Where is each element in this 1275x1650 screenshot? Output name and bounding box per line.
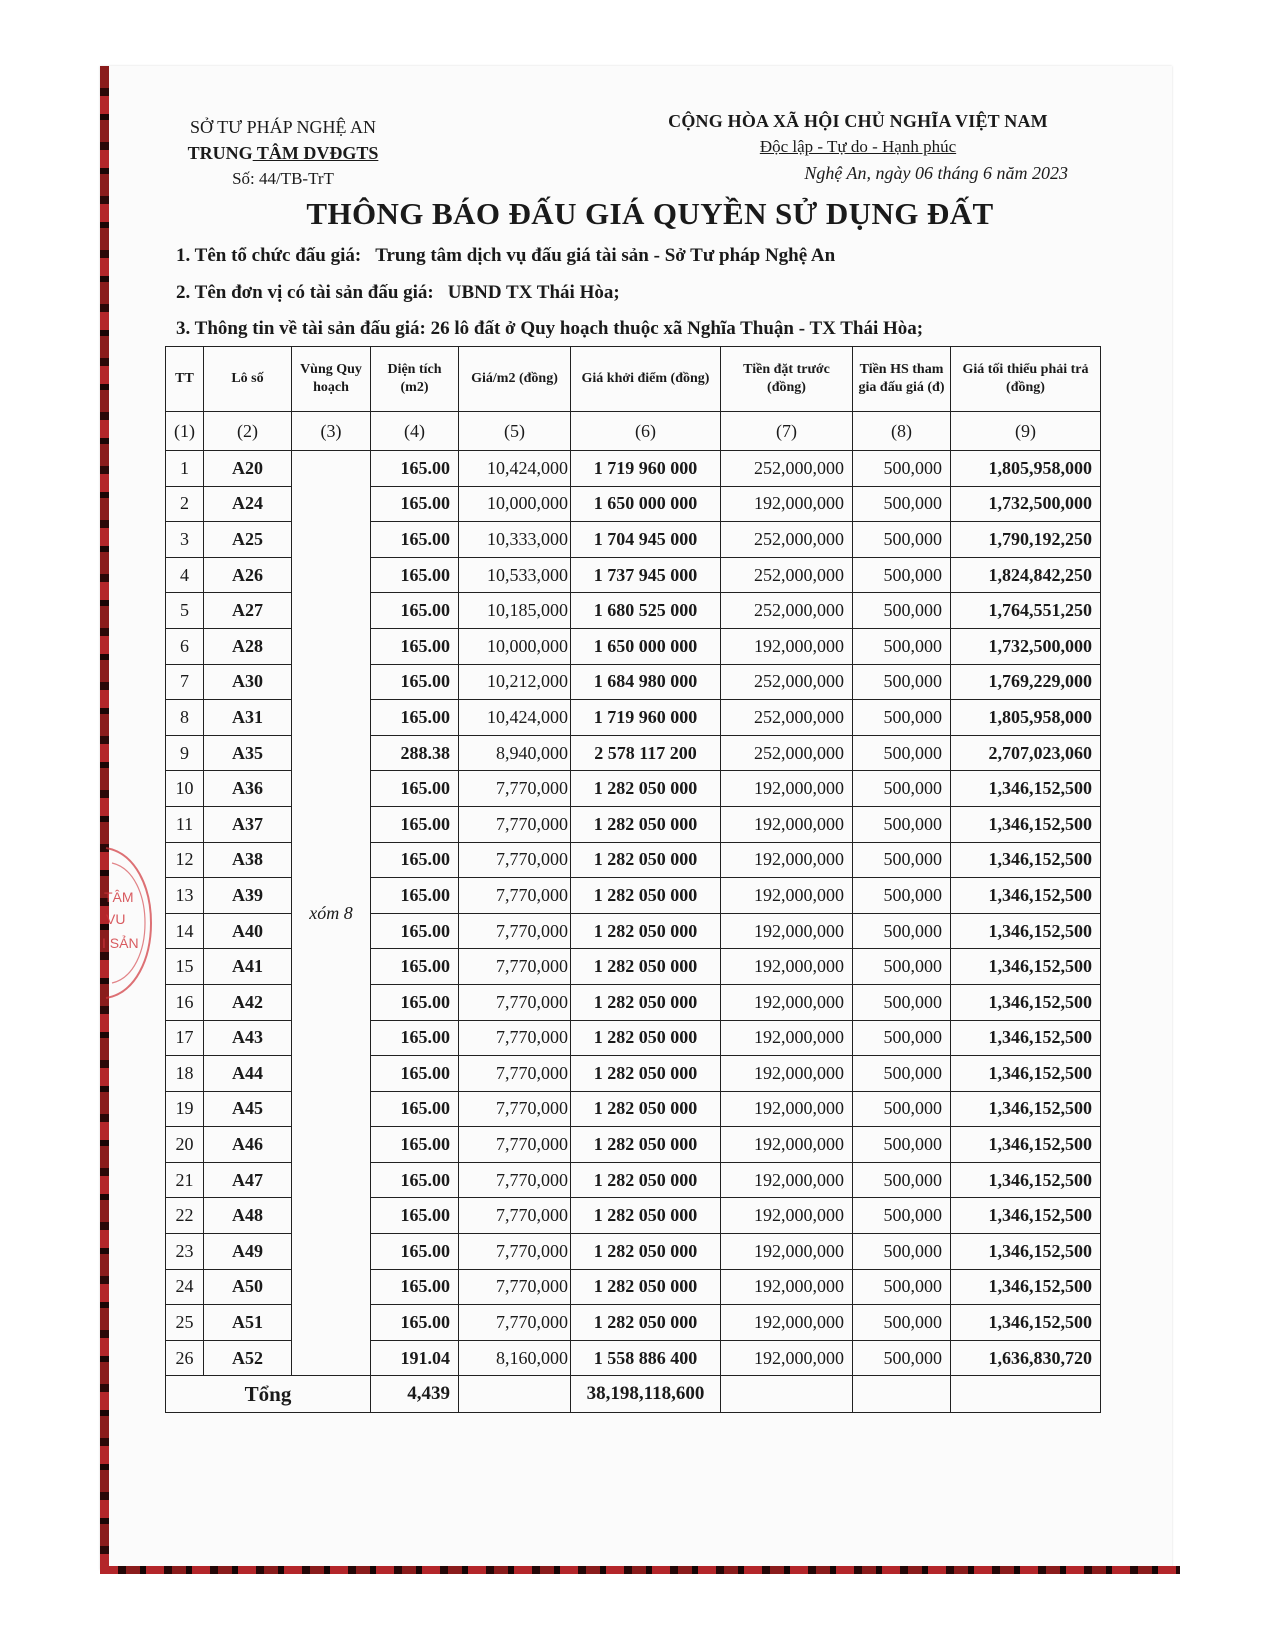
cell-area: 165.00 <box>371 842 459 878</box>
cell-tt: 17 <box>166 1020 204 1056</box>
cell-min-price: 1,346,152,500 <box>951 806 1101 842</box>
cell-min-price: 1,769,229,000 <box>951 664 1101 700</box>
cell-tt: 7 <box>166 664 204 700</box>
cell-min-price: 2,707,023,060 <box>951 735 1101 771</box>
cell-deposit: 252,000,000 <box>721 700 853 736</box>
cell-starting-price: 1 282 050 000 <box>571 1198 721 1234</box>
cell-lot: A46 <box>204 1127 292 1163</box>
cell-min-price: 1,346,152,500 <box>951 984 1101 1020</box>
cell-min-price: 1,805,958,000 <box>951 700 1101 736</box>
cell-tt: 12 <box>166 842 204 878</box>
cell-starting-price: 1 282 050 000 <box>571 913 721 949</box>
cell-deposit: 192,000,000 <box>721 1091 853 1127</box>
red-binding-edge-bottom <box>100 1566 1180 1574</box>
cell-lot: A42 <box>204 984 292 1020</box>
cell-price-per-m2: 7,770,000 <box>459 1056 571 1092</box>
column-number-row: (1) (2) (3) (4) (5) (6) (7) (8) (9) <box>166 412 1101 451</box>
cell-fee: 500,000 <box>853 1091 951 1127</box>
cell-min-price: 1,346,152,500 <box>951 1091 1101 1127</box>
cell-price-per-m2: 7,770,000 <box>459 1198 571 1234</box>
cell-deposit: 192,000,000 <box>721 771 853 807</box>
national-heading <box>628 108 1088 186</box>
cell-fee: 500,000 <box>853 913 951 949</box>
cell-fee: 500,000 <box>853 451 951 487</box>
cell-price-per-m2: 10,000,000 <box>459 486 571 522</box>
cell-fee: 500,000 <box>853 735 951 771</box>
cell-starting-price: 1 282 050 000 <box>571 1269 721 1305</box>
cell-lot: A51 <box>204 1305 292 1341</box>
issuer-center: TRUNG TÂM DVĐGTS <box>187 143 379 163</box>
cell-tt: 5 <box>166 593 204 629</box>
cell-deposit: 192,000,000 <box>721 1020 853 1056</box>
cell-tt: 26 <box>166 1340 204 1376</box>
cell-fee: 500,000 <box>853 522 951 558</box>
cell-area: 165.00 <box>371 1234 459 1270</box>
issuer-block <box>183 114 383 192</box>
cell-fee: 500,000 <box>853 806 951 842</box>
header-min-price: Giá tối thiểu phải trả (đồng) <box>951 347 1101 412</box>
cell-price-per-m2: 10,533,000 <box>459 557 571 593</box>
header-fee: Tiền HS tham gia đấu giá (đ) <box>853 347 951 412</box>
cell-min-price: 1,824,842,250 <box>951 557 1101 593</box>
cell-lot: A47 <box>204 1162 292 1198</box>
cell-lot: A45 <box>204 1091 292 1127</box>
cell-tt: 13 <box>166 878 204 914</box>
cell-deposit: 252,000,000 <box>721 735 853 771</box>
cell-lot: A43 <box>204 1020 292 1056</box>
cell-area: 165.00 <box>371 700 459 736</box>
cell-fee: 500,000 <box>853 878 951 914</box>
cell-starting-price: 1 282 050 000 <box>571 1162 721 1198</box>
cell-min-price: 1,636,830,720 <box>951 1340 1101 1376</box>
cell-starting-price: 1 558 886 400 <box>571 1340 721 1376</box>
cell-tt: 1 <box>166 451 204 487</box>
header-deposit: Tiền đặt trước (đồng) <box>721 347 853 412</box>
cell-price-per-m2: 10,000,000 <box>459 628 571 664</box>
cell-tt: 14 <box>166 913 204 949</box>
cell-price-per-m2: 7,770,000 <box>459 806 571 842</box>
header-tt: TT <box>166 347 204 412</box>
cell-lot: A40 <box>204 913 292 949</box>
cell-area: 165.00 <box>371 1020 459 1056</box>
cell-area: 165.00 <box>371 628 459 664</box>
page-title: THÔNG BÁO ĐẤU GIÁ QUYỀN SỬ DỤNG ĐẤT <box>306 196 994 231</box>
cell-price-per-m2: 7,770,000 <box>459 1091 571 1127</box>
header-lot: Lô số <box>204 347 292 412</box>
cell-tt: 10 <box>166 771 204 807</box>
cell-fee: 500,000 <box>853 1340 951 1376</box>
cell-tt: 16 <box>166 984 204 1020</box>
cell-price-per-m2: 7,770,000 <box>459 1305 571 1341</box>
cell-fee: 500,000 <box>853 1020 951 1056</box>
cell-area: 165.00 <box>371 949 459 985</box>
issuer-department: SỞ TƯ PHÁP NGHỆ AN <box>190 117 376 137</box>
cell-price-per-m2: 10,333,000 <box>459 522 571 558</box>
cell-lot: A37 <box>204 806 292 842</box>
info-asset-owner: 2. Tên đơn vị có tài sản đấu giá: UBND TX Thái Hòa; <box>176 282 620 303</box>
cell-tt: 20 <box>166 1127 204 1163</box>
cell-deposit: 192,000,000 <box>721 806 853 842</box>
cell-starting-price: 1 737 945 000 <box>571 557 721 593</box>
cell-lot: A27 <box>204 593 292 629</box>
cell-area: 288.38 <box>371 735 459 771</box>
cell-price-per-m2: 10,424,000 <box>459 451 571 487</box>
cell-price-per-m2: 10,212,000 <box>459 664 571 700</box>
cell-deposit: 252,000,000 <box>721 593 853 629</box>
cell-starting-price: 1 282 050 000 <box>571 771 721 807</box>
cell-lot: A41 <box>204 949 292 985</box>
cell-deposit: 192,000,000 <box>721 1162 853 1198</box>
cell-price-per-m2: 7,770,000 <box>459 1162 571 1198</box>
cell-fee: 500,000 <box>853 1127 951 1163</box>
cell-starting-price: 1 282 050 000 <box>571 1091 721 1127</box>
cell-price-per-m2: 7,770,000 <box>459 771 571 807</box>
cell-price-per-m2: 8,160,000 <box>459 1340 571 1376</box>
auction-lots-table <box>165 346 1101 1413</box>
table-header-row <box>166 347 1101 412</box>
total-empty-ppm <box>459 1376 571 1413</box>
cell-deposit: 192,000,000 <box>721 486 853 522</box>
stamp-text-3: I SẢN <box>102 935 139 951</box>
header-area: Diện tích (m2) <box>371 347 459 412</box>
cell-fee: 500,000 <box>853 1269 951 1305</box>
cell-starting-price: 1 282 050 000 <box>571 878 721 914</box>
cell-min-price: 1,805,958,000 <box>951 451 1101 487</box>
cell-price-per-m2: 10,185,000 <box>459 593 571 629</box>
cell-deposit: 192,000,000 <box>721 913 853 949</box>
cell-tt: 23 <box>166 1234 204 1270</box>
cell-area: 165.00 <box>371 1091 459 1127</box>
cell-area: 165.00 <box>371 664 459 700</box>
cell-starting-price: 1 282 050 000 <box>571 984 721 1020</box>
cell-tt: 6 <box>166 628 204 664</box>
cell-area: 165.00 <box>371 1305 459 1341</box>
cell-starting-price: 1 282 050 000 <box>571 1234 721 1270</box>
cell-tt: 22 <box>166 1198 204 1234</box>
cell-starting-price: 1 282 050 000 <box>571 842 721 878</box>
cell-lot: A38 <box>204 842 292 878</box>
cell-starting-price: 1 684 980 000 <box>571 664 721 700</box>
cell-starting-price: 1 719 960 000 <box>571 700 721 736</box>
header-price-per-m2: Giá/m2 (đồng) <box>459 347 571 412</box>
cell-starting-price: 1 282 050 000 <box>571 806 721 842</box>
cell-min-price: 1,346,152,500 <box>951 1056 1101 1092</box>
cell-tt: 18 <box>166 1056 204 1092</box>
cell-fee: 500,000 <box>853 593 951 629</box>
cell-min-price: 1,346,152,500 <box>951 949 1101 985</box>
cell-price-per-m2: 7,770,000 <box>459 1127 571 1163</box>
cell-min-price: 1,346,152,500 <box>951 1269 1101 1305</box>
cell-tt: 19 <box>166 1091 204 1127</box>
cell-area: 165.00 <box>371 486 459 522</box>
cell-deposit: 252,000,000 <box>721 664 853 700</box>
cell-zone: xóm 8 <box>292 451 371 1376</box>
cell-area: 165.00 <box>371 913 459 949</box>
cell-min-price: 1,346,152,500 <box>951 1198 1101 1234</box>
cell-tt: 24 <box>166 1269 204 1305</box>
cell-lot: A24 <box>204 486 292 522</box>
cell-tt: 3 <box>166 522 204 558</box>
cell-min-price: 1,790,192,250 <box>951 522 1101 558</box>
cell-starting-price: 1 704 945 000 <box>571 522 721 558</box>
cell-deposit: 192,000,000 <box>721 1234 853 1270</box>
cell-deposit: 192,000,000 <box>721 1056 853 1092</box>
cell-tt: 25 <box>166 1305 204 1341</box>
cell-min-price: 1,346,152,500 <box>951 1020 1101 1056</box>
cell-area: 165.00 <box>371 451 459 487</box>
cell-fee: 500,000 <box>853 664 951 700</box>
cell-area: 165.00 <box>371 593 459 629</box>
red-binding-edge-left <box>100 66 109 1570</box>
cell-fee: 500,000 <box>853 628 951 664</box>
total-empty-fee <box>853 1376 951 1413</box>
cell-area: 165.00 <box>371 806 459 842</box>
cell-fee: 500,000 <box>853 771 951 807</box>
cell-deposit: 252,000,000 <box>721 522 853 558</box>
cell-area: 165.00 <box>371 1162 459 1198</box>
cell-fee: 500,000 <box>853 1198 951 1234</box>
cell-price-per-m2: 7,770,000 <box>459 949 571 985</box>
cell-starting-price: 1 282 050 000 <box>571 1020 721 1056</box>
cell-fee: 500,000 <box>853 486 951 522</box>
cell-price-per-m2: 7,770,000 <box>459 1269 571 1305</box>
header-zone: Vùng Quy hoạch <box>292 347 371 412</box>
cell-fee: 500,000 <box>853 1056 951 1092</box>
cell-deposit: 252,000,000 <box>721 557 853 593</box>
cell-price-per-m2: 7,770,000 <box>459 842 571 878</box>
cell-fee: 500,000 <box>853 949 951 985</box>
cell-area: 165.00 <box>371 1056 459 1092</box>
cell-area: 165.00 <box>371 1269 459 1305</box>
cell-area: 165.00 <box>371 984 459 1020</box>
cell-starting-price: 1 650 000 000 <box>571 628 721 664</box>
cell-price-per-m2: 7,770,000 <box>459 913 571 949</box>
cell-price-per-m2: 10,424,000 <box>459 700 571 736</box>
cell-min-price: 1,346,152,500 <box>951 842 1101 878</box>
cell-price-per-m2: 7,770,000 <box>459 984 571 1020</box>
cell-deposit: 192,000,000 <box>721 628 853 664</box>
cell-deposit: 192,000,000 <box>721 1305 853 1341</box>
cell-lot: A25 <box>204 522 292 558</box>
cell-starting-price: 1 650 000 000 <box>571 486 721 522</box>
cell-deposit: 192,000,000 <box>721 1198 853 1234</box>
cell-min-price: 1,346,152,500 <box>951 1234 1101 1270</box>
cell-area: 165.00 <box>371 878 459 914</box>
total-row <box>166 1376 1101 1413</box>
national-motto: Độc lập - Tự do - Hạnh phúc <box>759 137 957 156</box>
issue-date: Nghệ An, ngày 06 tháng 6 năm 2023 <box>804 163 1068 183</box>
cell-min-price: 1,346,152,500 <box>951 1127 1101 1163</box>
cell-starting-price: 1 282 050 000 <box>571 1305 721 1341</box>
cell-price-per-m2: 7,770,000 <box>459 1234 571 1270</box>
cell-deposit: 192,000,000 <box>721 1269 853 1305</box>
cell-lot: A35 <box>204 735 292 771</box>
cell-fee: 500,000 <box>853 842 951 878</box>
cell-starting-price: 1 719 960 000 <box>571 451 721 487</box>
cell-lot: A26 <box>204 557 292 593</box>
cell-min-price: 1,732,500,000 <box>951 628 1101 664</box>
cell-min-price: 1,346,152,500 <box>951 1162 1101 1198</box>
cell-area: 165.00 <box>371 557 459 593</box>
table-row <box>166 451 1101 487</box>
cell-deposit: 192,000,000 <box>721 1127 853 1163</box>
total-label: Tổng <box>166 1376 371 1413</box>
cell-deposit: 252,000,000 <box>721 451 853 487</box>
cell-starting-price: 2 578 117 200 <box>571 735 721 771</box>
cell-deposit: 192,000,000 <box>721 984 853 1020</box>
cell-min-price: 1,732,500,000 <box>951 486 1101 522</box>
cell-lot: A20 <box>204 451 292 487</box>
cell-starting-price: 1 282 050 000 <box>571 949 721 985</box>
cell-min-price: 1,346,152,500 <box>951 1305 1101 1341</box>
cell-lot: A44 <box>204 1056 292 1092</box>
cell-tt: 21 <box>166 1162 204 1198</box>
cell-lot: A49 <box>204 1234 292 1270</box>
cell-tt: 4 <box>166 557 204 593</box>
cell-tt: 2 <box>166 486 204 522</box>
republic-name: CỘNG HÒA XÃ HỘI CHỦ NGHĨA VIỆT NAM <box>668 111 1048 131</box>
cell-price-per-m2: 7,770,000 <box>459 1020 571 1056</box>
cell-min-price: 1,346,152,500 <box>951 878 1101 914</box>
cell-fee: 500,000 <box>853 1305 951 1341</box>
cell-area: 191.04 <box>371 1340 459 1376</box>
cell-starting-price: 1 282 050 000 <box>571 1127 721 1163</box>
cell-tt: 8 <box>166 700 204 736</box>
cell-min-price: 1,346,152,500 <box>951 913 1101 949</box>
cell-price-per-m2: 7,770,000 <box>459 878 571 914</box>
cell-lot: A36 <box>204 771 292 807</box>
cell-lot: A39 <box>204 878 292 914</box>
cell-lot: A28 <box>204 628 292 664</box>
cell-area: 165.00 <box>371 1198 459 1234</box>
cell-lot: A50 <box>204 1269 292 1305</box>
cell-starting-price: 1 282 050 000 <box>571 1056 721 1092</box>
cell-fee: 500,000 <box>853 1234 951 1270</box>
cell-starting-price: 1 680 525 000 <box>571 593 721 629</box>
cell-fee: 500,000 <box>853 984 951 1020</box>
total-area: 4,439 <box>371 1376 459 1413</box>
header-starting-price: Giá khởi điểm (đồng) <box>571 347 721 412</box>
cell-area: 165.00 <box>371 771 459 807</box>
total-starting-price: 38,198,118,600 <box>571 1376 721 1413</box>
cell-lot: A31 <box>204 700 292 736</box>
cell-lot: A52 <box>204 1340 292 1376</box>
stamp-text-1: TÂM <box>104 889 134 905</box>
cell-area: 165.00 <box>371 1127 459 1163</box>
stamp-text-2: VU <box>106 911 126 927</box>
document-number: Số: 44/TB-TrT <box>232 169 334 188</box>
cell-fee: 500,000 <box>853 700 951 736</box>
cell-deposit: 192,000,000 <box>721 1340 853 1376</box>
cell-lot: A30 <box>204 664 292 700</box>
cell-min-price: 1,346,152,500 <box>951 771 1101 807</box>
cell-area: 165.00 <box>371 522 459 558</box>
cell-lot: A48 <box>204 1198 292 1234</box>
cell-deposit: 192,000,000 <box>721 878 853 914</box>
cell-tt: 9 <box>166 735 204 771</box>
cell-fee: 500,000 <box>853 1162 951 1198</box>
info-organizer: 1. Tên tổ chức đấu giá: Trung tâm dịch vụ đấu giá tài sản - Sở Tư pháp Nghệ An <box>176 245 836 266</box>
cell-fee: 500,000 <box>853 557 951 593</box>
info-asset-description: 3. Thông tin về tài sản đấu giá: 26 lô đất ở Quy hoạch thuộc xã Nghĩa Thuận - TX Thái Hòa; <box>176 318 924 339</box>
total-empty-deposit <box>721 1376 853 1413</box>
cell-price-per-m2: 8,940,000 <box>459 735 571 771</box>
cell-min-price: 1,764,551,250 <box>951 593 1101 629</box>
cell-deposit: 192,000,000 <box>721 842 853 878</box>
cell-tt: 11 <box>166 806 204 842</box>
cell-tt: 15 <box>166 949 204 985</box>
total-empty-min <box>951 1376 1101 1413</box>
cell-deposit: 192,000,000 <box>721 949 853 985</box>
